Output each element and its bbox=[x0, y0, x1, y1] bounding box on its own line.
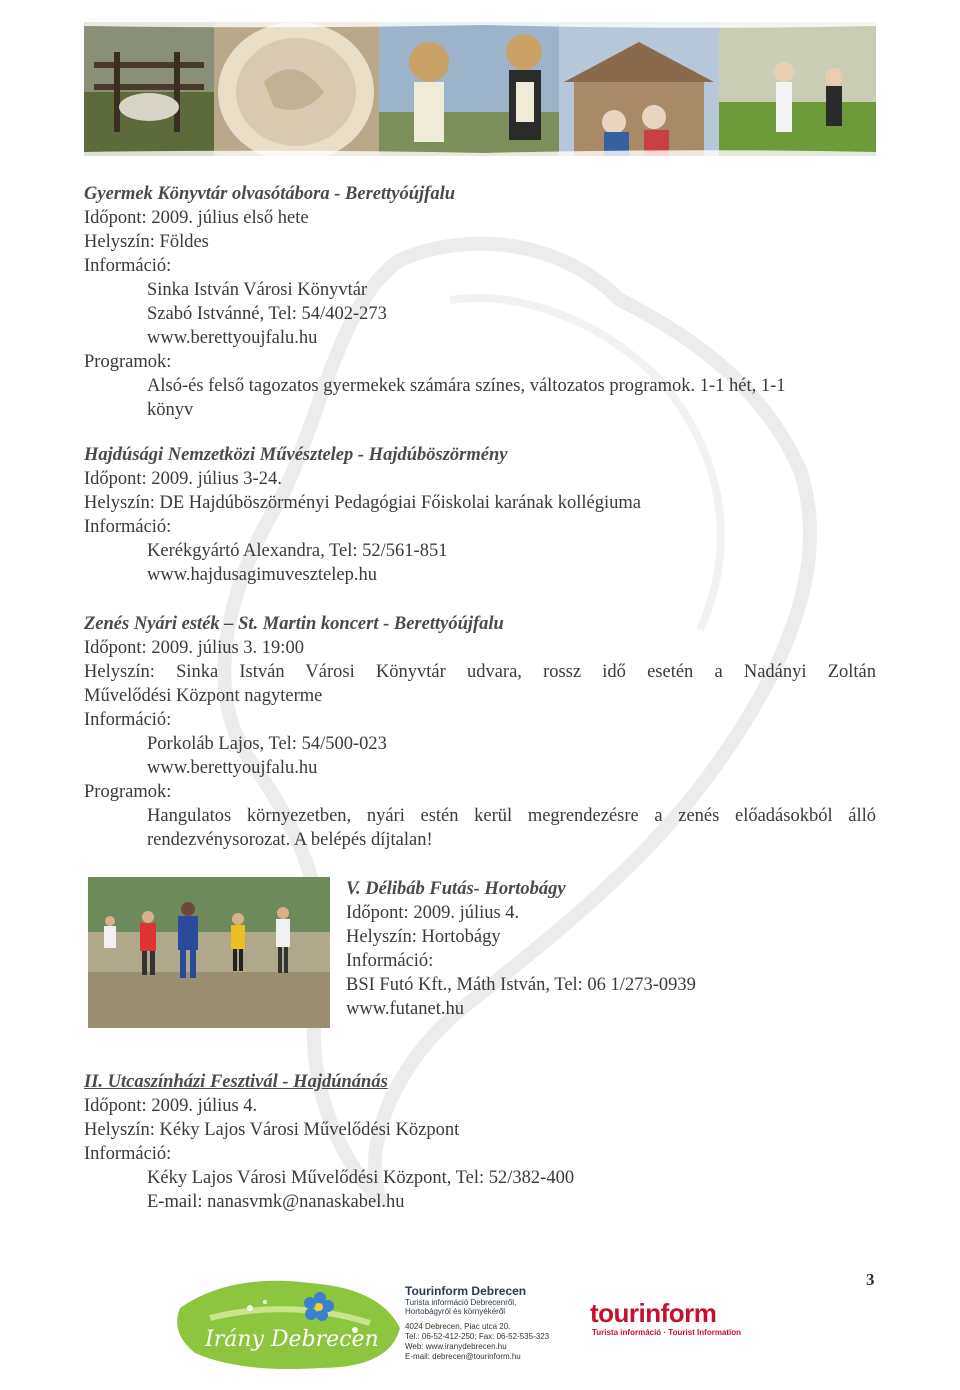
event-place: Helyszín: Hortobágy bbox=[346, 927, 501, 947]
info-email[interactable]: E-mail: nanasvmk@nanaskabel.hu bbox=[147, 1192, 405, 1212]
info-line: Szabó Istvánné, Tel: 54/402-273 bbox=[147, 304, 387, 324]
event-place: Helyszín: Kéky Lajos Városi Művelődési Központ bbox=[84, 1120, 460, 1140]
event-title: Zenés Nyári esték – St. Martin koncert - Berettyóújfalu bbox=[84, 614, 504, 634]
programs-line: könyv bbox=[147, 400, 194, 420]
programs-line: Hangulatos környezetben, nyári estén kerül megrendezésre a zenés előadásokból álló bbox=[147, 806, 876, 826]
tourinform-title: Tourinform Debrecen bbox=[405, 1284, 527, 1298]
event-date: Időpont: 2009. július 3-24. bbox=[84, 469, 282, 489]
event-title: II. Utcaszínházi Fesztivál - Hajdúnánás bbox=[84, 1072, 388, 1092]
info-line: BSI Futó Kft., Máth István, Tel: 06 1/273-0939 bbox=[346, 975, 696, 995]
event-place: Helyszín: Sinka István Városi Könyvtár udvara, rossz idő esetén a Nadányi Zoltán bbox=[84, 662, 876, 682]
info-link[interactable]: www.futanet.hu bbox=[346, 999, 464, 1019]
header-photo-banner bbox=[84, 22, 876, 156]
page-number: 3 bbox=[866, 1270, 875, 1289]
tourinform-logo-word: tourinform bbox=[590, 1298, 717, 1328]
info-line: Porkoláb Lajos, Tel: 54/500-023 bbox=[147, 734, 387, 754]
event-place: Helyszín: DE Hajdúböszörményi Pedagógiai Főiskolai karának kollégiuma bbox=[84, 493, 641, 513]
info-label: Információ: bbox=[84, 1144, 172, 1164]
tourinform-address: 4024 Debrecen, Piac utca 20. Tel.: 06-52-412-250; Fax: 06-52-535-323 Web: www.iranydebrecen.hu E-mail: debrecen@tourinform.hu bbox=[405, 1322, 550, 1361]
info-link[interactable]: www.berettyoujfalu.hu bbox=[147, 758, 318, 778]
event-title: Hajdúsági Nemzetközi Művésztelep - Hajdúböszörmény bbox=[84, 445, 508, 465]
event-place-cont: Művelődési Központ nagyterme bbox=[84, 686, 323, 706]
tourinform-logo bbox=[590, 1298, 760, 1338]
brand-logo-text: Irány Debrecen bbox=[205, 1327, 379, 1352]
info-label: Információ: bbox=[84, 710, 172, 730]
runners-photo bbox=[88, 877, 330, 1028]
event-date: Időpont: 2009. július első hete bbox=[84, 208, 309, 228]
event-place: Helyszín: Földes bbox=[84, 232, 209, 252]
event-date: Időpont: 2009. július 4. bbox=[84, 1096, 258, 1116]
programs-line: Alsó-és felső tagozatos gyermekek számára színes, változatos programok. 1-1 hét, 1-1 bbox=[147, 376, 786, 396]
event-date: Időpont: 2009. július 3. 19:00 bbox=[84, 638, 304, 658]
tourinform-subtitle: Turista információ Debrecenről, Hortobágyról és környékéről bbox=[405, 1298, 517, 1316]
irany-debrecen-logo bbox=[170, 1268, 405, 1378]
event-title: V. Délibáb Futás- Hortobágy bbox=[346, 879, 566, 899]
info-link[interactable]: www.hajdusagimuvesztelep.hu bbox=[147, 565, 377, 585]
info-label: Információ: bbox=[84, 517, 172, 537]
event-title: Gyermek Könyvtár olvasótábora - Berettyóújfalu bbox=[84, 184, 455, 204]
info-label: Információ: bbox=[84, 256, 172, 276]
info-label: Információ: bbox=[346, 951, 434, 971]
tourinform-logo-sub: Turista információ · Tourist Information bbox=[592, 1328, 742, 1337]
footer bbox=[170, 1268, 770, 1378]
info-line: Sinka István Városi Könyvtár bbox=[147, 280, 368, 300]
programs-label: Programok: bbox=[84, 782, 172, 802]
programs-label: Programok: bbox=[84, 352, 172, 372]
info-line: Kerékgyártó Alexandra, Tel: 52/561-851 bbox=[147, 541, 448, 561]
info-link[interactable]: www.berettyoujfalu.hu bbox=[147, 328, 318, 348]
info-line: Kéky Lajos Városi Művelődési Központ, Tel: 52/382-400 bbox=[147, 1168, 575, 1188]
event-date: Időpont: 2009. július 4. bbox=[346, 903, 520, 923]
programs-line: rendezvénysorozat. A belépés díjtalan! bbox=[147, 830, 433, 850]
